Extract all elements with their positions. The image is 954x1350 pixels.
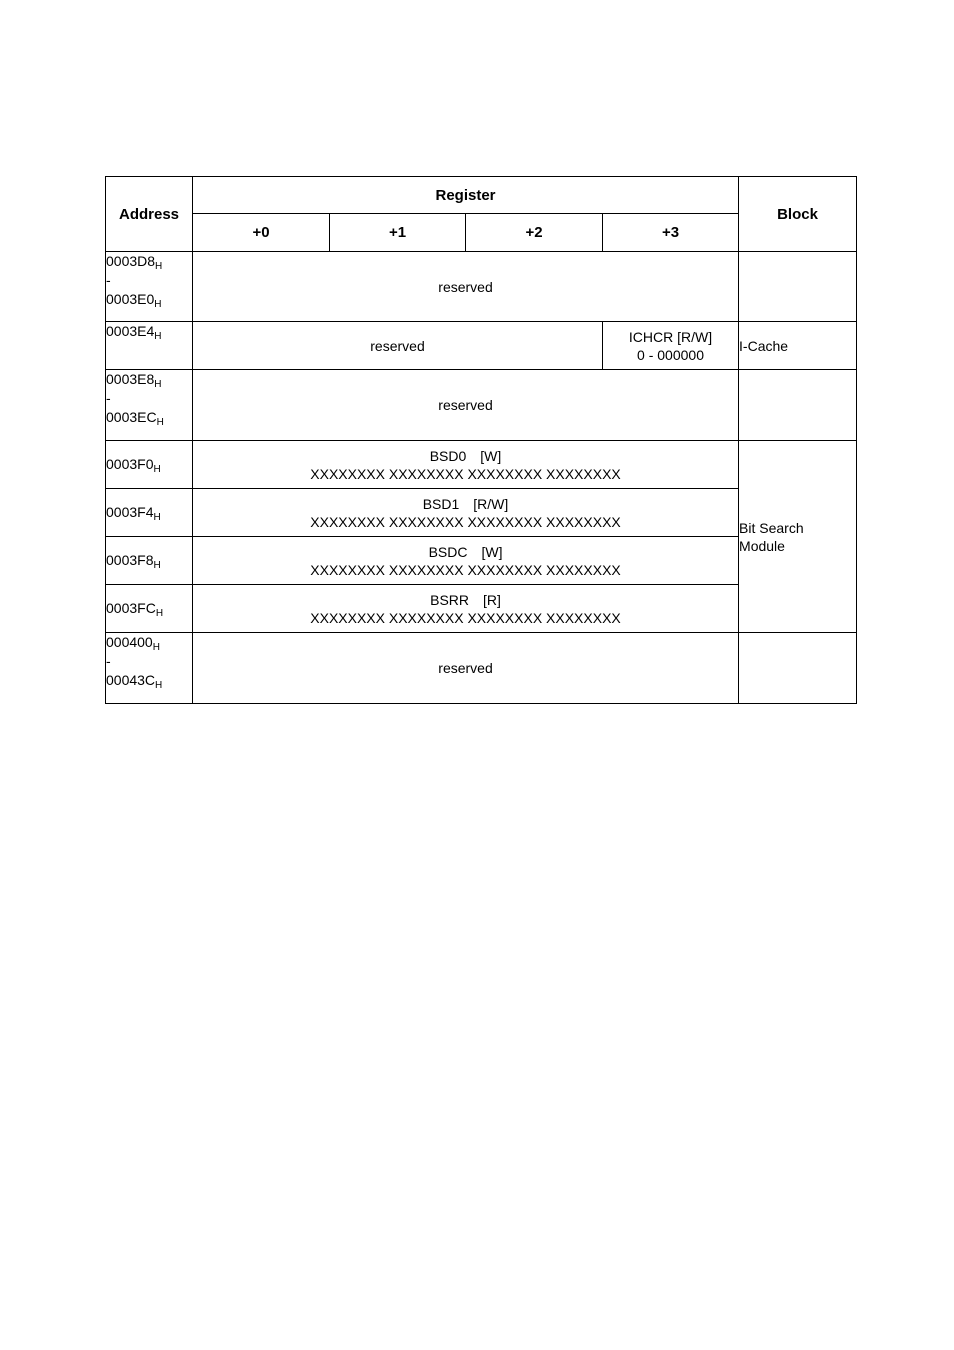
register-cell: reserved <box>193 370 739 441</box>
block-header: Block <box>739 177 857 252</box>
block-cell <box>739 370 857 441</box>
table-row <box>106 252 857 322</box>
register-cell-bsrr: BSRR [R] XXXXXXXX XXXXXXXX XXXXXXXX XXXXXXXX <box>193 585 739 633</box>
offset-header-3: +3 <box>603 214 739 252</box>
address-cell: $0003E4_H$ <box>106 322 193 370</box>
table-row <box>106 633 857 704</box>
register-header: Register <box>193 177 739 214</box>
register-cell: reserved <box>193 322 603 370</box>
offset-header-1: +1 <box>330 214 466 252</box>
register-cell-ichcr: ICHCR [R/W] 0 - 000000 <box>603 322 739 370</box>
address-header: Address <box>106 177 193 252</box>
table-row <box>106 370 857 441</box>
address-cell: $0003F8_H$ <box>106 537 193 585</box>
register-cell-bsdc: BSDC [W] XXXXXXXX XXXXXXXX XXXXXXXX XXXXXXXX <box>193 537 739 585</box>
table-row <box>106 322 857 370</box>
offset-header-2: +2 <box>466 214 603 252</box>
address-cell: $0003F0_H$ <box>106 441 193 489</box>
register-cell-bsd1: BSD1 [R/W] XXXXXXXX XXXXXXXX XXXXXXXX XXXXXXXX <box>193 489 739 537</box>
block-cell-bit-search: Bit Search Module <box>739 441 857 633</box>
register-cell: reserved <box>193 633 739 704</box>
table-row <box>106 441 857 489</box>
address-cell: $000400_H$ - $00043C_H$ <box>106 633 193 704</box>
register-map-table <box>105 176 857 704</box>
address-cell: $0003FC_H$ <box>106 585 193 633</box>
block-cell: I-Cache <box>739 322 857 370</box>
address-cell: $0003F4_H$ <box>106 489 193 537</box>
offset-header-0: +0 <box>193 214 330 252</box>
register-cell-bsd0: BSD0 [W] XXXXXXXX XXXXXXXX XXXXXXXX XXXXXXXX <box>193 441 739 489</box>
address-cell: $0003E8_H$ - $0003EC_H$ <box>106 370 193 441</box>
block-cell <box>739 633 857 704</box>
register-cell: reserved <box>193 252 739 322</box>
table-header-row <box>106 177 857 214</box>
block-cell <box>739 252 857 322</box>
address-cell: $0003D8_H$ - $0003E0_H$ <box>106 252 193 322</box>
